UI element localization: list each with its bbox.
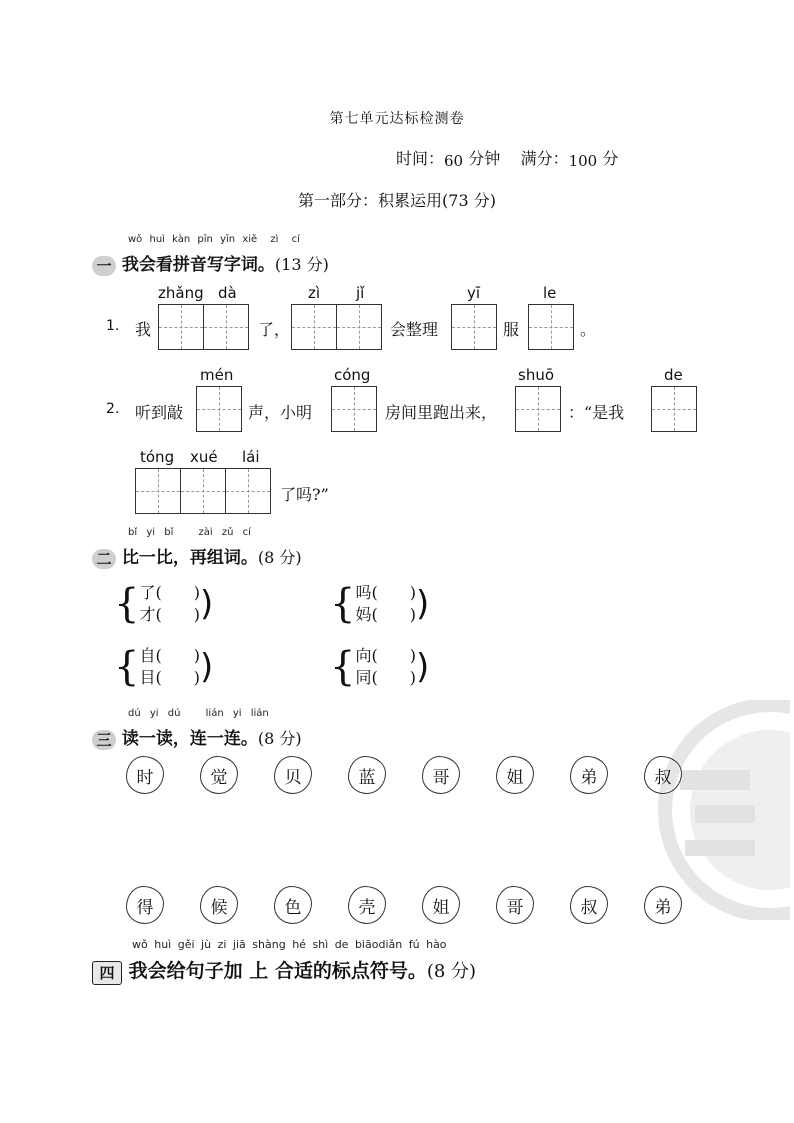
s4-pinyin [132,938,447,951]
pinyin: gěi [177,938,195,951]
compare-pair [114,582,213,626]
blank[interactable]: ( ) [371,583,416,602]
section-badge: 三 [92,730,116,750]
pinyin: shàng [252,938,286,951]
match-char-bottom[interactable]: 叔 [570,886,608,924]
pinyin: lián [250,708,269,719]
pinyin: dú [128,708,141,719]
brace-right: ) [415,584,430,624]
question-text: 我 [135,320,152,339]
match-bottom-row [126,886,682,924]
page-title: 第七单元达标检测卷 [329,111,465,127]
pinyin: yi [232,708,242,719]
section-badge: 一 [92,256,116,276]
writing-cell[interactable] [225,468,271,514]
pinyin: de [334,938,349,951]
compare-pair [114,645,213,689]
pinyin-zi: zì [308,284,321,302]
pair-lines [355,645,416,689]
pinyin: cí [291,234,300,245]
pinyin: zǔ [221,527,234,538]
question-text: 听到敲 [135,403,184,422]
char: 目 [139,668,156,687]
exam-meta [396,146,618,169]
question-number: 1. [106,318,120,334]
pinyin-men: mén [200,366,234,384]
brace-left: { [330,644,356,690]
compare-pair [330,645,429,689]
answer-grid-tongxuelai[interactable] [135,468,270,514]
question-text: ：“是我 [568,403,625,422]
pinyin-le: le [543,284,557,302]
pinyin-zhang: zhǎng [158,284,204,302]
pinyin: wǒ [128,234,143,245]
char: 妈 [355,605,372,624]
blank[interactable]: ( ) [371,605,416,624]
writing-cell[interactable] [528,304,574,350]
writing-cell[interactable] [515,386,561,432]
question-text: 。 [580,320,597,339]
pinyin: diǎn [378,938,403,951]
writing-cell[interactable] [180,468,226,514]
pinyin-shuo: shuō [518,366,555,384]
time-value: 60 [444,152,464,170]
answer-grid-shuo[interactable] [515,386,560,432]
pinyin: kàn [172,234,191,245]
pinyin: fú [408,938,420,951]
match-char-top[interactable]: 姐 [496,756,534,794]
pinyin: jù [201,938,212,951]
pinyin: bǐ [164,527,174,538]
writing-cell[interactable] [158,304,204,350]
pinyin-de: de [664,366,683,384]
section-2-heading [92,543,302,568]
time-unit: 分钟 [468,149,501,168]
answer-grid-cong[interactable] [331,386,376,432]
answer-grid-de[interactable] [651,386,696,432]
pinyin: lián [205,708,224,719]
match-char-bottom[interactable]: 得 [126,886,164,924]
pair-lines [355,582,416,626]
blank[interactable]: ( ) [155,646,200,665]
writing-cell[interactable] [331,386,377,432]
char: 了 [139,583,156,602]
pinyin-xue: xué [190,448,218,466]
pinyin: yi [146,527,156,538]
section-title: 比一比，再组词。 [121,548,258,568]
match-char-top[interactable]: 叔 [644,756,682,794]
writing-cell[interactable] [203,304,249,350]
pinyin: xiě [242,234,258,245]
pinyin-yi: yī [467,284,481,302]
pinyin: yīn [220,234,236,245]
pinyin: bǐ [128,527,138,538]
question-text: 了吗?” [280,485,329,504]
char: 自 [139,646,156,665]
section-1-heading [92,250,329,275]
pair-lines [139,582,200,626]
question-text: 房间里跑出来， [385,403,498,422]
match-char-top[interactable]: 蓝 [348,756,386,794]
pinyin: jiā [232,938,246,951]
match-char-bottom[interactable]: 色 [274,886,312,924]
match-char-top[interactable]: 觉 [200,756,238,794]
match-char-top[interactable]: 哥 [422,756,460,794]
pinyin-tong: tóng [140,448,175,466]
section-points: (8 分) [426,961,477,982]
section-points: (13 分) [274,255,329,274]
pinyin-da: dà [218,284,237,302]
brace-right: ) [199,584,214,624]
section-badge: 四 [92,961,122,985]
pinyin: dú [167,708,181,719]
blank[interactable]: ( ) [371,668,416,687]
writing-cell[interactable] [135,468,181,514]
pinyin: zi [217,938,227,951]
question-text: 会整理 [390,320,439,339]
char: 才 [139,605,156,624]
pinyin: hào [426,938,447,951]
s3-pinyin [128,708,269,719]
section-badge: 二 [92,549,116,569]
brace-right: ) [415,647,430,687]
pinyin: biāo [354,938,379,951]
pinyin-cong: cóng [334,366,371,384]
section-title: 我会看拼音写字词。 [121,255,275,275]
answer-grid-le[interactable] [528,304,573,350]
pinyin: pīn [197,234,213,245]
section-4-heading [92,956,476,984]
question-text: 服 [503,320,520,339]
brace-right: ) [199,647,214,687]
writing-cell[interactable] [196,386,242,432]
answer-grid-men[interactable] [196,386,241,432]
brace-left: { [114,581,140,627]
pinyin: shì [312,938,329,951]
score-unit: 分 [602,149,619,168]
blank[interactable]: ( ) [155,668,200,687]
char: 向 [355,646,372,665]
question-number: 2. [106,401,120,417]
writing-cell[interactable] [451,304,497,350]
match-char-bottom[interactable]: 壳 [348,886,386,924]
section-title: 读一读，连一连。 [121,729,258,749]
pinyin: zài [198,527,213,538]
pinyin-ji: jǐ [356,284,365,302]
s2-pinyin [128,527,251,538]
blank[interactable]: ( ) [371,646,416,665]
char: 吗 [355,583,372,602]
char: 同 [355,668,372,687]
question-text: 声，小明 [248,403,313,422]
blank[interactable]: ( ) [155,605,200,624]
match-char-top[interactable]: 弟 [570,756,608,794]
answer-grid-yi[interactable] [451,304,496,350]
writing-cell[interactable] [651,386,697,432]
match-char-bottom[interactable]: 弟 [644,886,682,924]
match-char-bottom[interactable]: 姐 [422,886,460,924]
section-3-heading [92,724,302,749]
brace-left: { [114,644,140,690]
section-points: (8 分) [257,729,302,748]
writing-cell[interactable] [291,304,337,350]
compare-pair [330,582,429,626]
pinyin: huì [154,938,172,951]
match-char-bottom[interactable]: 哥 [496,886,534,924]
question-text: 了， [258,320,291,339]
match-char-bottom[interactable]: 候 [200,886,238,924]
pinyin: huì [149,234,165,245]
part-heading: 第一部分：积累运用(73 分) [298,191,496,210]
score-value: 100 [568,152,598,170]
blank[interactable]: ( ) [155,583,200,602]
pinyin: wǒ [132,938,148,951]
match-top-row [126,756,682,794]
s1-pinyin [128,234,300,245]
score-label: 满分： [520,149,569,168]
brace-left: { [330,581,356,627]
pinyin-lai: lái [242,448,260,466]
pinyin: hé [292,938,306,951]
section-title: 我会给句子加 上 合适的标点符号。 [128,960,427,982]
match-char-top[interactable]: 贝 [274,756,312,794]
pinyin: yi [149,708,159,719]
section-points: (8 分) [257,548,302,567]
match-char-top[interactable]: 时 [126,756,164,794]
time-label: 时间： [396,149,445,168]
pair-lines [139,645,200,689]
answer-grid-ziji[interactable] [291,304,381,350]
answer-grid-zhangda[interactable] [158,304,248,350]
pinyin: cí [242,527,251,538]
pinyin: zì [270,234,279,245]
writing-cell[interactable] [336,304,382,350]
